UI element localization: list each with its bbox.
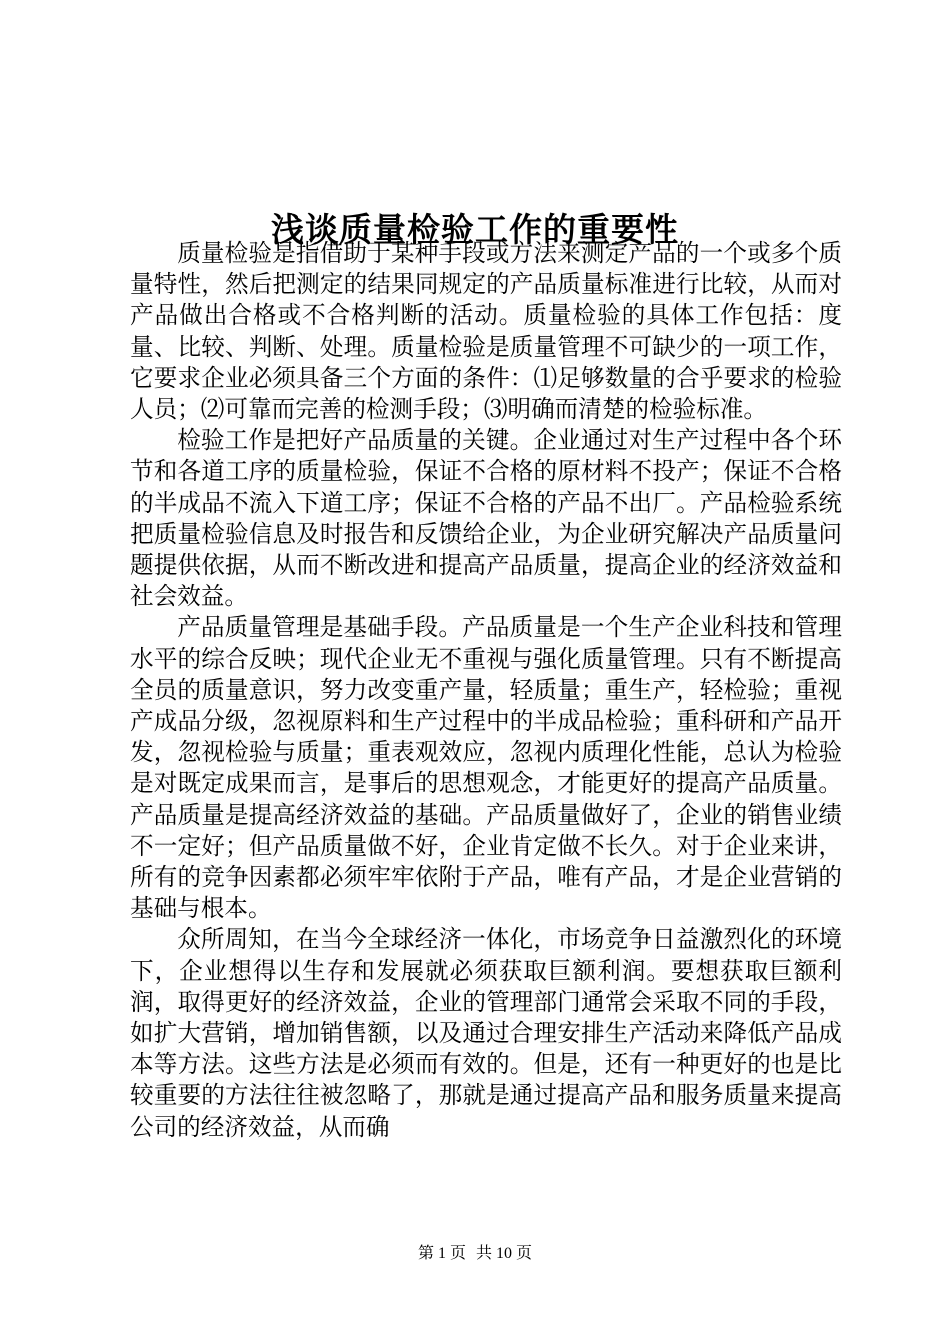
paragraph-3: 产品质量管理是基础手段。产品质量是一个生产企业科技和管理水平的综合反映；现代企业无不重视与强化质量管理。只有不断提高全员的质量意识，努力改变重产量，轻质量；重生产，轻检验；重视产成品分级，忽视原料和生产过程中的半成品检验；重科研和产品开发，忽视检验与质量；重表观效应，忽视内质理化性能，总认为检验是对既定成果而言，是事后的思想观念，才能更好的提高产品质量。产品质量是提高经济效益的基础。产品质量做好了，企业的销售业绩不一定好；但产品质量做不好，企业肯定做不长久。对于企业来讲，所有的竞争因素都必须牢牢依附于产品，唯有产品，才是企业营销的基础与根本。 bbox=[130, 613, 842, 923]
paragraph-1: 质量检验是指借助于某种手段或方法来测定产品的一个或多个质量特性，然后把测定的结果同规定的产品质量标准进行比较，从而对产品做出合格或不合格判断的活动。质量检验的具体工作包括：度量、比较、判断、处理。质量检验是质量管理不可缺少的一项工作，它要求企业必须具备三个方面的条件：⑴足够数量的合乎要求的检验人员；⑵可靠而完善的检测手段；⑶明确而清楚的检验标准。 bbox=[130, 239, 842, 424]
page-footer bbox=[0, 1243, 950, 1265]
document-title: 浅谈质量检验工作的重要性 bbox=[271, 210, 679, 250]
paragraph-4: 众所周知，在当今全球经济一体化，市场竞争日益激烈化的环境下，企业想得以生存和发展就必须获取巨额利润。要想获取巨额利润，取得更好的经济效益，企业的管理部门通常会采取不同的手段，如扩大营销，增加销售额，以及通过合理安排生产活动来降低产品成本等方法。这些方法是必须而有效的。但是，还有一种更好的也是比较重要的方法往往被忽略了，那就是通过提高产品和服务质量来提高公司的经济效益，从而确 bbox=[130, 925, 842, 1141]
page-number: 第 1 页 bbox=[417, 1245, 466, 1262]
paragraph-2: 检验工作是把好产品质量的关键。企业通过对生产过程中各个环节和各道工序的质量检验，保证不合格的原材料不投产；保证不合格的半成品不流入下道工序；保证不合格的产品不出厂。产品检验系统把质量检验信息及时报告和反馈给企业，为企业研究解决产品质量问题提供依据，从而不断改进和提高产品质量，提高企业的经济效益和社会效益。 bbox=[130, 426, 842, 611]
page-total: 共 10 页 bbox=[476, 1245, 533, 1262]
document-body bbox=[130, 238, 842, 1143]
